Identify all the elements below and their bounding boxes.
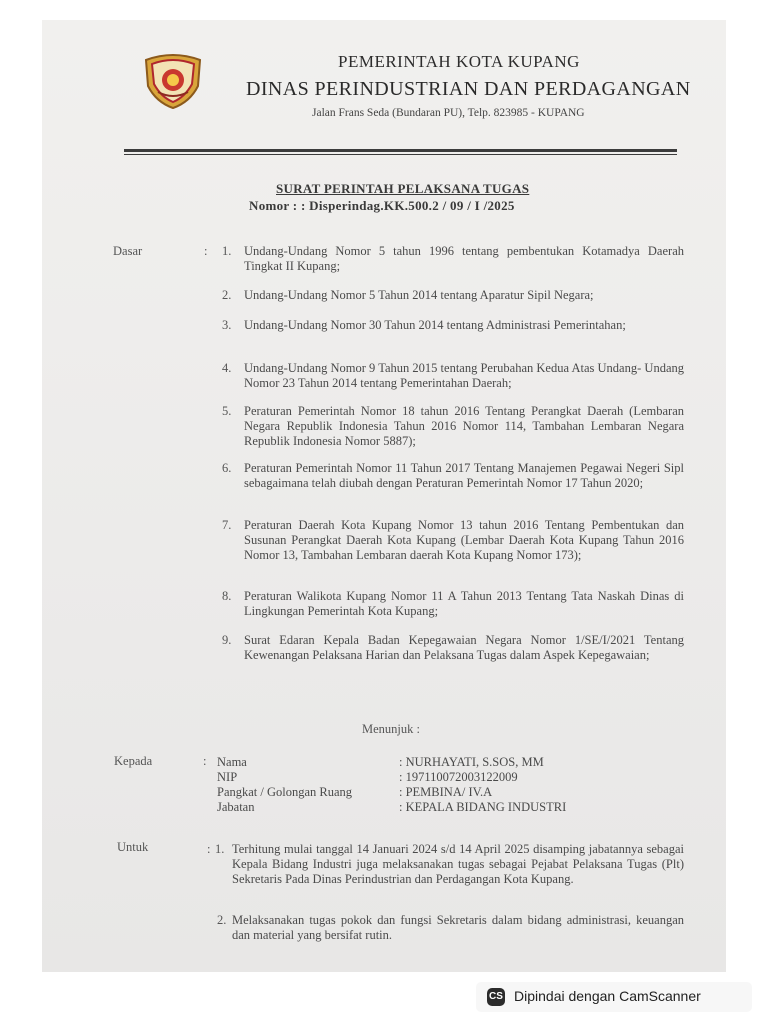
agency-heading: DINAS PERINDUSTRIAN DAN PERDAGANGAN [246,78,691,100]
dasar-item-1-number: 1. [222,244,232,258]
dasar-item-9-text: Surat Edaran Kepala Badan Kepegawaian Negara Nomor 1/SE/I/2021 Tentang Kewenangan Pelaksana Harian dan Pelaksana Tugas dalam Aspek Kepegawaian; [244,633,684,662]
dasar-colon: : [204,244,208,258]
field-nip-value: : 197110072003122009 [399,770,518,784]
dasar-item-1-text: Undang-Undang Nomor 5 tahun 1996 tentang pembentukan Kotamadya Daerah Tingkat II Kupang; [244,244,684,273]
untuk-item-2-text: Melaksanakan tugas pokok dan fungsi Sekretaris dalam bidang administrasi, keuangan dan material yang bersifat rutin. [232,913,684,942]
document-title: SURAT PERINTAH PELAKSANA TUGAS [276,181,530,196]
kepada-label: Kepada [114,754,153,768]
dasar-item-6-number: 6. [222,461,232,475]
untuk-colon: : [207,842,211,856]
letterhead-rule-thin [124,154,677,155]
dasar-item-3-number: 3. [222,318,232,332]
city-emblem-logo [140,52,206,110]
field-jabatan-label: Jabatan [217,800,255,814]
dasar-item-7-text: Peraturan Daerah Kota Kupang Nomor 13 tahun 2016 Tentang Pembentukan dan Susunan Perangkat Daerah Kota Kupang (Lembar Daerah Kota Kupang Tahun 2016 Nomor 13, Tambahan Lembaran daerah Kota Kupang Nomor 173); [244,518,684,562]
field-nama-value: : NURHAYATI, S.SOS, MM [399,755,544,769]
untuk-label: Untuk [117,840,149,854]
letterhead-rule-thick [124,149,677,152]
dasar-item-9-number: 9. [222,633,232,647]
dasar-label: Dasar [113,244,143,258]
field-nip-label: NIP [217,770,238,784]
document-number: Nomor : : Disperindag.KK.500.2 / 09 / I /2025 [249,198,515,213]
dasar-item-5-number: 5. [222,404,232,418]
dasar-item-5-text: Peraturan Pemerintah Nomor 18 tahun 2016 Tentang Perangkat Daerah (Lembaran Negara Republik Indonesia Tahun 2016 Nomor 114, Tambahan Lembaran Negara Republik Indonesia Nomor 5887); [244,404,684,448]
untuk-item-2-number: 2. [217,913,227,927]
camscanner-text: Dipindai dengan CamScanner [514,988,701,1004]
dasar-item-4-text: Undang-Undang Nomor 9 Tahun 2015 tentang Perubahan Kedua Atas Undang- Undang Nomor 23 Tahun 2014 tentang Pemerintahan Daerah; [244,361,684,390]
dasar-item-6-text: Peraturan Pemerintah Nomor 11 Tahun 2017 Tentang Manajemen Pegawai Negeri Sipl sebagaimana telah diubah dengan Peraturan Pemerintah Nomor 17 Tahun 2020; [244,461,684,490]
scanned-page [42,20,726,972]
field-jabatan-value: : KEPALA BIDANG INDUSTRI [399,800,567,814]
dasar-item-4-number: 4. [222,361,232,375]
field-nama-label: Nama [217,755,247,769]
dasar-item-2-number: 2. [222,288,232,302]
field-pangkat-value: : PEMBINA/ IV.A [399,785,493,799]
field-pangkat-label: Pangkat / Golongan Ruang [217,785,353,799]
agency-address: Jalan Frans Seda (Bundaran PU), Telp. 823985 - KUPANG [312,107,585,119]
dasar-item-8-number: 8. [222,589,232,603]
government-heading: PEMERINTAH KOTA KUPANG [338,52,580,71]
kepada-colon: : [203,754,207,768]
untuk-item-1-text: Terhitung mulai tanggal 14 Januari 2024 s/d 14 April 2025 disamping jabatannya sebagai Kepala Bidang Industri juga melaksanakan tugas sebagai Pejabat Pelaksana Tugas (Plt) Sekretaris Pada Dinas Perindustrian dan Perdagangan Kota Kupang. [232,842,684,886]
untuk-item-1-number: 1. [215,842,225,856]
menunjuk-heading: Menunjuk : [362,722,420,736]
camscanner-icon: CS [487,988,505,1006]
dasar-item-2-text: Undang-Undang Nomor 5 Tahun 2014 tentang Aparatur Sipil Negara; [244,288,594,302]
dasar-item-7-number: 7. [222,518,232,532]
dasar-item-3-text: Undang-Undang Nomor 30 Tahun 2014 tentang Administrasi Pemerintahan; [244,318,626,332]
dasar-item-8-text: Peraturan Walikota Kupang Nomor 11 A Tahun 2013 Tentang Tata Naskah Dinas di Lingkungan Pemerintah Kota Kupang; [244,589,684,618]
